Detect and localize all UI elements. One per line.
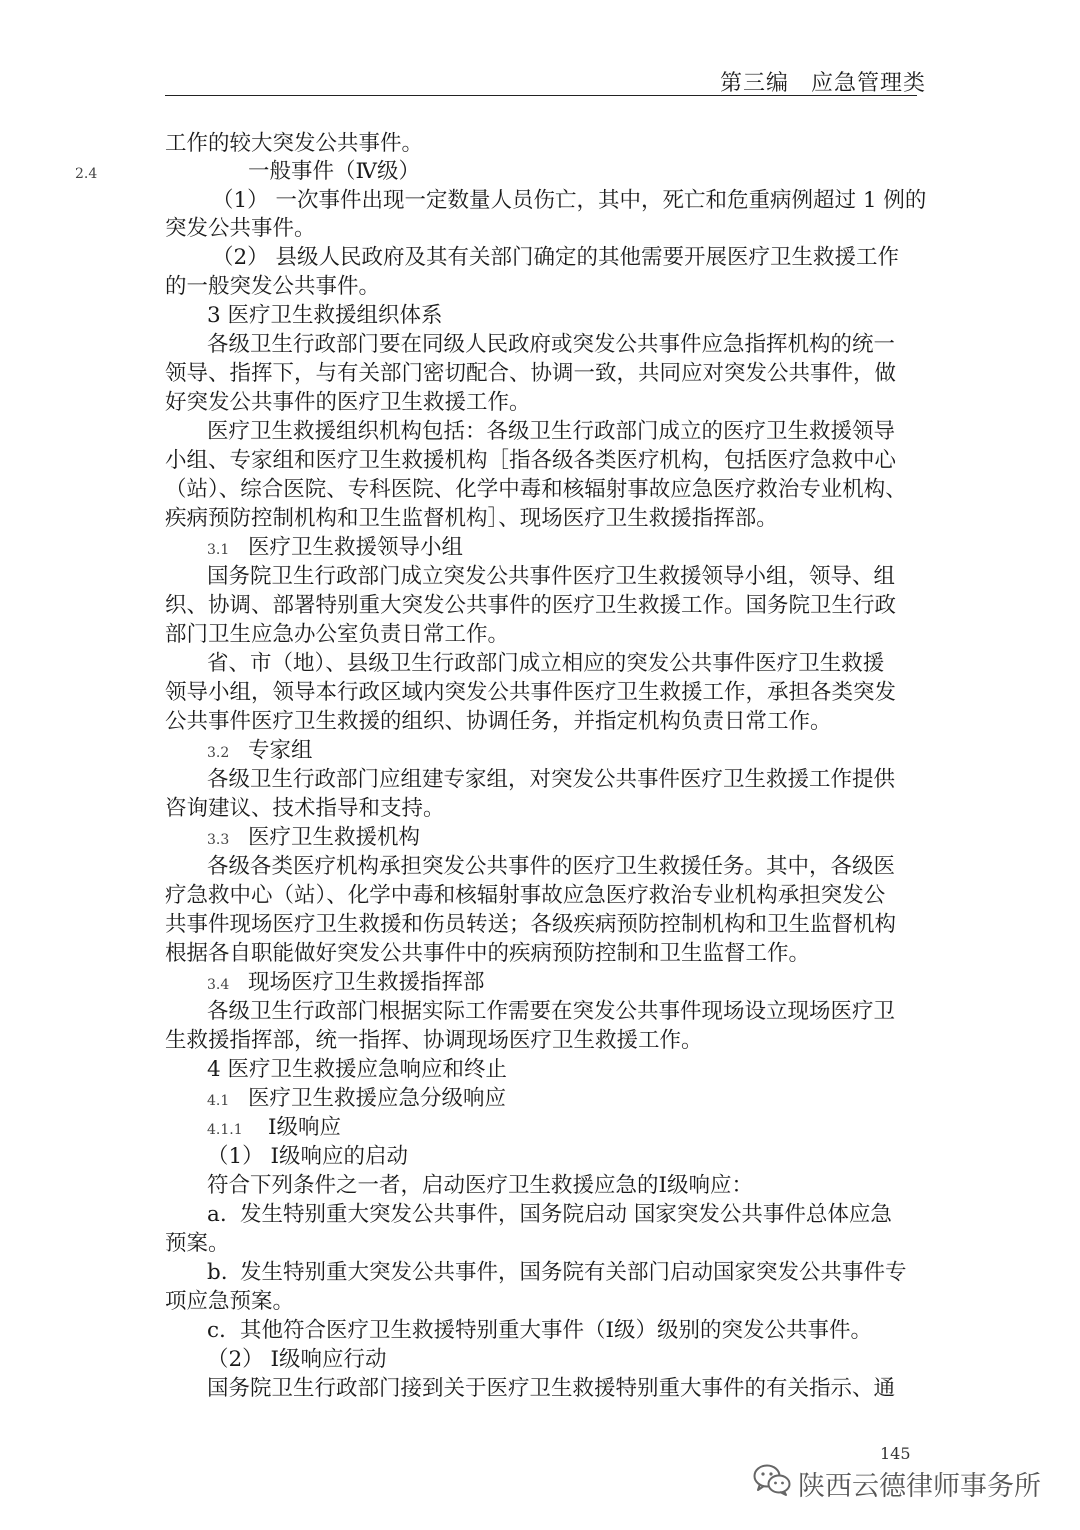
text-line: 公共事件医疗卫生救援的组织、协调任务，并指定机构负责日常工作。 — [165, 709, 832, 734]
section-heading: 现场医疗卫生救援指挥部 — [248, 970, 485, 995]
text-line: 领导小组，领导本行政区域内突发公共事件医疗卫生救援工作，承担各类突发 — [165, 680, 897, 705]
list-marker: b. — [207, 1260, 228, 1285]
text-line: 小组、专家组和医疗卫生救援机构［指各级各类医疗机构，包括医疗急救中心 — [165, 448, 897, 473]
section-number: 3.4 — [207, 977, 230, 993]
text-line: 国务院卫生行政部门接到关于医疗卫生救援特别重大事件的有关指示、通 — [207, 1376, 896, 1401]
text-line: 各级卫生行政部门根据实际工作需要在突发公共事件现场设立现场医疗卫 — [207, 999, 896, 1024]
text-line: 预案。 — [165, 1231, 230, 1256]
text-line: （2） Ⅰ级响应行动 — [207, 1347, 387, 1372]
header-rule — [165, 95, 917, 96]
text-line: 工作的较大突发公共事件。 — [165, 131, 424, 156]
page-number: 145 — [880, 1444, 911, 1463]
text-line: 疾病预防控制机构和卫生监督机构］、现场医疗卫生救援指挥部。 — [165, 506, 778, 531]
text-line: 发生特别重大突发公共事件，国务院有关部门启动国家突发公共事件专 — [240, 1260, 907, 1285]
header-category: 应急管理类 — [811, 71, 927, 96]
section-heading: 专家组 — [248, 738, 313, 763]
section-number: 4.1.1 — [207, 1122, 243, 1138]
text-line: （1） Ⅰ级响应的启动 — [207, 1144, 409, 1169]
text-line: 发生特别重大突发公共事件，国务院启动 国家突发公共事件总体应急 — [240, 1202, 892, 1227]
text-line: 国务院卫生行政部门成立突发公共事件医疗卫生救援领导小组，领导、组 — [207, 564, 896, 589]
text-line: 好突发公共事件的医疗卫生救援工作。 — [165, 390, 531, 415]
section-heading: 医疗卫生救援领导小组 — [248, 535, 464, 560]
text-line: 咨询建议、技术指导和支持。 — [165, 796, 445, 821]
section-heading: Ⅰ级响应 — [268, 1115, 341, 1140]
section-number: 3.3 — [207, 832, 230, 848]
text-line: 的一般突发公共事件。 — [165, 274, 381, 299]
wechat-icon — [752, 1463, 798, 1504]
text-line: 织、协调、部署特别重大突发公共事件的医疗卫生救援工作。国务院卫生行政 — [165, 593, 897, 618]
text-line: 医疗卫生救援组织机构包括：各级卫生行政部门成立的医疗卫生救援领导 — [207, 419, 896, 444]
section-heading: 医疗卫生救援机构 — [248, 825, 421, 850]
running-header — [720, 66, 926, 97]
text-line: 各级各类医疗机构承担突发公共事件的医疗卫生救援任务。其中，各级医 — [207, 854, 896, 879]
text-line: 共事件现场医疗卫生救援和伤员转送；各级疾病预防控制机构和卫生监督机构 — [165, 912, 897, 937]
section-number: 4.1 — [207, 1093, 230, 1109]
section-heading: 3 医疗卫生救援组织体系 — [207, 303, 443, 328]
text-line: （2） 县级人民政府及其有关部门确定的其他需要开展医疗卫生救援工作 — [212, 245, 900, 270]
text-line: （1） 一次事件出现一定数量人员伤亡，其中，死亡和危重病例超过 1 例的 — [212, 188, 927, 213]
text-line: 符合下列条件之一者，启动医疗卫生救援应急的Ⅰ级响应： — [207, 1173, 753, 1198]
list-marker: c. — [207, 1318, 226, 1343]
section-heading: 4 医疗卫生救援应急响应和终止 — [207, 1057, 508, 1082]
section-heading: 医疗卫生救援应急分级响应 — [248, 1086, 507, 1111]
header-section: 第三编 — [720, 71, 790, 96]
text-line: 疗急救中心（站）、化学中毒和核辐射事故应急医疗救治专业机构承担突发公 — [165, 883, 886, 908]
text-line: 各级卫生行政部门应组建专家组，对突发公共事件医疗卫生救援工作提供 — [207, 767, 896, 792]
text-line: 根据各自职能做好突发公共事件中的疾病预防控制和卫生监督工作。 — [165, 941, 811, 966]
text-line: 部门卫生应急办公室负责日常工作。 — [165, 622, 510, 647]
text-line: 生救援指挥部，统一指挥、协调现场医疗卫生救援工作。 — [165, 1028, 703, 1053]
section-number: 2.4 — [75, 166, 98, 182]
text-line: （站）、综合医院、专科医院、化学中毒和核辐射事故应急医疗救治专业机构、 — [165, 477, 907, 502]
text-line: 项应急预案。 — [165, 1289, 295, 1314]
text-line: 领导、指挥下，与有关部门密切配合、协调一致，共同应对突发公共事件，做 — [165, 361, 897, 386]
list-marker: a. — [207, 1202, 227, 1227]
text-line: 突发公共事件。 — [165, 216, 316, 241]
text-line: 各级卫生行政部门要在同级人民政府或突发公共事件应急指挥机构的统一 — [207, 332, 896, 357]
watermark — [752, 1463, 1041, 1504]
text-line: 其他符合医疗卫生救援特别重大事件（Ⅰ级）级别的突发公共事件。 — [240, 1318, 872, 1343]
text-line: 省、市（地）、县级卫生行政部门成立相应的突发公共事件医疗卫生救援 — [207, 651, 885, 676]
section-number: 3.2 — [207, 745, 230, 761]
section-heading: 一般事件（Ⅳ级） — [248, 159, 420, 184]
section-number: 3.1 — [207, 542, 230, 558]
watermark-text: 陕西云德律师事务所 — [798, 1471, 1041, 1502]
